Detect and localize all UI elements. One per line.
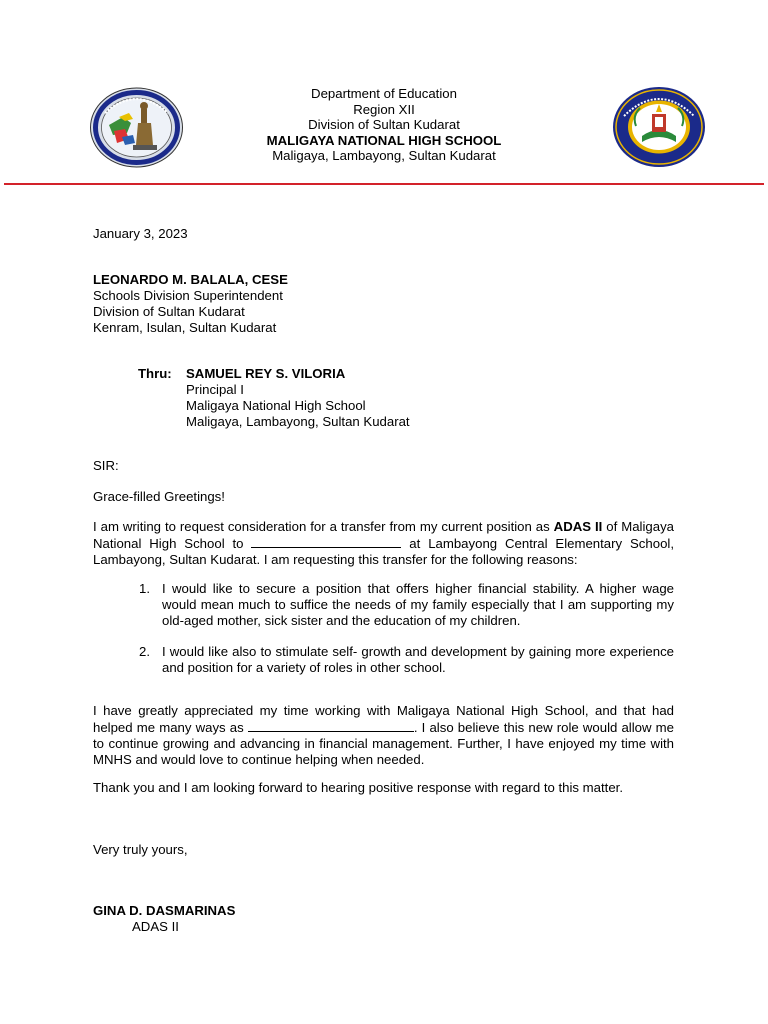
greeting: Grace-filled Greetings! <box>93 489 225 504</box>
division-name: Division of Sultan Kudarat <box>308 117 460 132</box>
position-title: ADAS II <box>553 519 603 534</box>
recipient-title: Schools Division Superintendent <box>93 288 283 303</box>
recipient-office: Division of Sultan Kudarat <box>93 304 245 319</box>
department-name: Department of Education <box>311 86 457 101</box>
header-divider <box>4 183 764 185</box>
closing: Very truly yours, <box>93 842 188 857</box>
thru-school: Maligaya National High School <box>186 398 366 413</box>
request-text-end: at Lambayong Central Elementary School, Lambayong, Sultan Kudarat. I am requesting this transfer for the following reasons: <box>93 536 674 567</box>
request-text-start: I am writing to request consideration for a transfer from my current position as <box>93 519 554 534</box>
recipient-address: Kenram, Isulan, Sultan Kudarat <box>93 320 277 335</box>
list-item <box>93 644 674 676</box>
list-item-text: I would like to secure a position that offers higher financial stability. A higher wage would mean much to suffice the needs of my family especially that I am supporting my old-aged mother, sick sister and the education of my children. <box>162 581 674 628</box>
recipient-name: LEONARDO M. BALALA, CESE <box>93 272 288 287</box>
school-address: Maligaya, Lambayong, Sultan Kudarat <box>272 148 496 163</box>
thru-name: SAMUEL REY S. VILORIA <box>186 366 346 381</box>
list-item-text: I would like also to stimulate self- growth and development by gaining more experience and position for a variety of roles in other school. <box>162 644 674 675</box>
signatory-name: GINA D. DASMARINAS <box>93 903 236 918</box>
recipient-block <box>93 272 288 336</box>
school-blank-line <box>251 535 401 548</box>
thru-block <box>186 366 410 430</box>
thru-label: Thru: <box>138 366 172 381</box>
signatory-title: ADAS II <box>132 919 179 934</box>
thru-title: Principal I <box>186 382 244 397</box>
list-item-number: 1. <box>139 581 150 596</box>
request-paragraph <box>93 519 674 568</box>
appreciation-text-start: I have greatly appreciated my time working with Maligaya National High School, and that had helped me many ways as <box>93 703 674 735</box>
appreciation-text-end: . I also believe this new role would allow me to continue growing and advancing in financial management. Further, I have enjoyed my time with MNHS and would love to continue helping when needed. <box>93 720 674 767</box>
salutation: SIR: <box>93 458 119 473</box>
thank-you-paragraph: Thank you and I am looking forward to hearing positive response with regard to this matter. <box>93 780 623 795</box>
school-name: MALIGAYA NATIONAL HIGH SCHOOL <box>266 132 502 148</box>
region-name: Region XII <box>353 101 415 117</box>
reasons-list <box>93 581 674 676</box>
thru-address: Maligaya, Lambayong, Sultan Kudarat <box>186 414 410 429</box>
letter-date: January 3, 2023 <box>93 226 188 241</box>
list-item <box>93 581 674 629</box>
letterhead <box>0 86 768 164</box>
request-text-middle: of Maligaya National High School to <box>93 519 675 551</box>
list-item-number: 2. <box>139 644 150 659</box>
experience-blank-line <box>248 719 414 732</box>
appreciation-paragraph <box>93 703 674 768</box>
